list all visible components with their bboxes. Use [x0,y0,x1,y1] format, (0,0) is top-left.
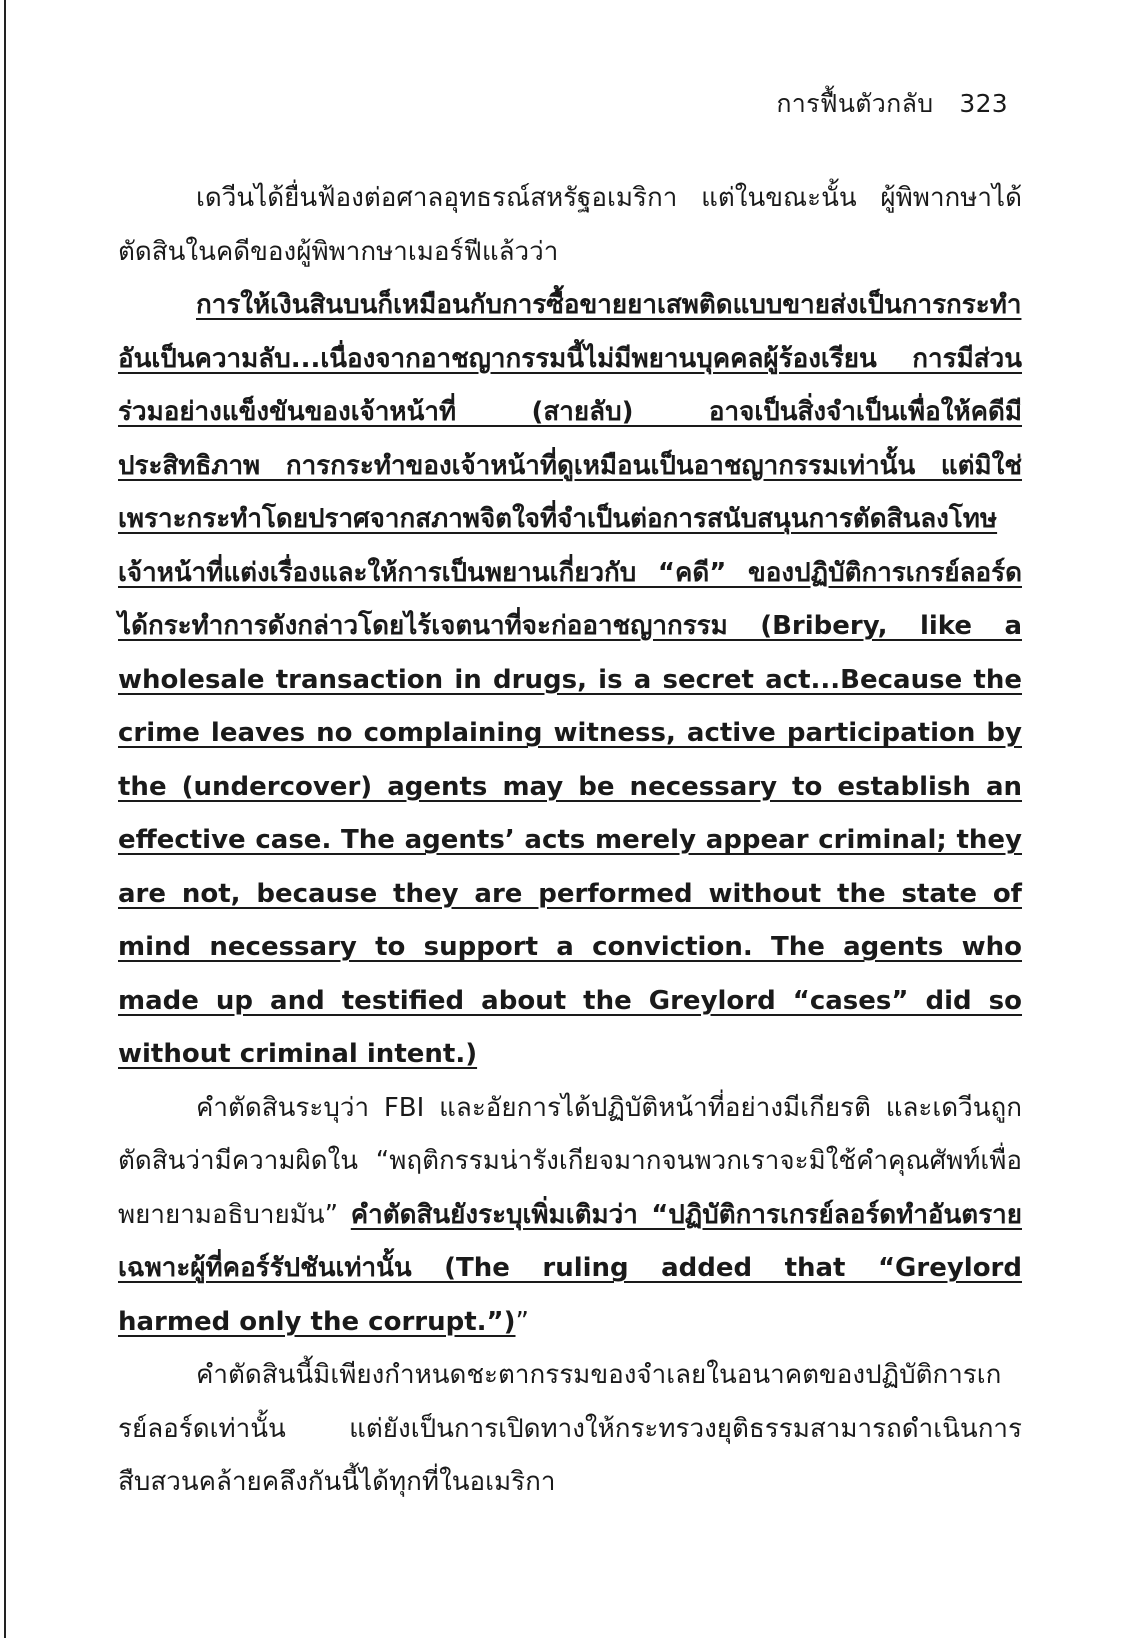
ruling-closing-quote: ” [515,1306,529,1337]
page-edge-line [4,0,6,1638]
paragraph-conclusion: คำตัดสินนี้มิเพียงกำหนดชะตากรรมของจำเลยในอนาคตของปฏิบัติการเกรย์ลอร์ดเท่านั้น แต่ยังเป็นการเปิดทางให้กระทรวงยุติธรรมสามารถดำเนินการสืบสวนคล้ายคลึงกันนี้ได้ทุกที่ในอเมริกา [118,1360,1022,1497]
ruling-text: คำตัดสินระบุว่า FBI และอัยการได้ปฏิบัติหน้าที่อย่างมีเกียรติ และเดวีนถูกตัดสินว่ามีความผิดใน “พฤติกรรมน่ารังเกียจมากจนพวกเราจะมิใช้คำคุณศัพท์เพื่อพยายามอธิบายมัน” [118,1092,1022,1230]
page-number: 323 [959,89,1008,118]
body-text [118,172,1022,1510]
paragraph-intro: เดวีนได้ยื่นฟ้องต่อศาลอุทธรณ์สหรัฐอเมริกา แต่ในขณะนั้น ผู้พิพากษาได้ตัดสินในคดีของผู้พิพากษาเมอร์ฟีแล้วว่า [118,183,1022,267]
ruling-emphasis: คำตัดสินยังระบุเพิ่มเติมว่า “ปฏิบัติการเกรย์ลอร์ดทำอันตรายเฉพาะผู้ที่คอร์รัปชันเท่านั้น (The ruling added that “Greylord harmed only the corrupt.”) [118,1199,1022,1337]
running-header [776,84,1008,124]
court-quote: การให้เงินสินบนก็เหมือนกับการซื้อขายยาเสพติดแบบขายส่งเป็นการกระทำอันเป็นความลับ...เนื่องจากอาชญากรรมนี้ไม่มีพยานบุคคลผู้ร้องเรียน การมีส่วนร่วมอย่างแข็งขันของเจ้าหน้าที่ (สายลับ) อาจเป็นสิ่งจำเป็นเพื่อให้คดีมีประสิทธิภาพ การกระทำของเจ้าหน้าที่ดูเหมือนเป็นอาชญากรรมเท่านั้น แต่มิใช่เพราะกระทำโดยปราศจากสภาพจิตใจที่จำเป็นต่อการสนับสนุนการตัดสินลงโทษ เจ้าหน้าที่แต่งเรื่องและให้การเป็นพยานเกี่ยวกับ “คดี” ของปฏิบัติการเกรย์ลอร์ดได้กระทำการดังกล่าวโดยไร้เจตนาที่จะก่ออาชญากรรม (Bribery, like a wholesale transaction in drugs, is a secret act...Because the crime leaves no complaining witness, active participation by the (undercover) agents may be necessary to establish an effective case. The agents’ acts merely appear criminal; they are not, because they are performed without the state of mind necessary to support a conviction. The agents who made up and testified about the Greylord “cases” did so without criminal intent.) [118,290,1022,1069]
chapter-title: การฟื้นตัวกลับ [776,89,934,118]
paragraph-ruling [118,1082,1022,1350]
